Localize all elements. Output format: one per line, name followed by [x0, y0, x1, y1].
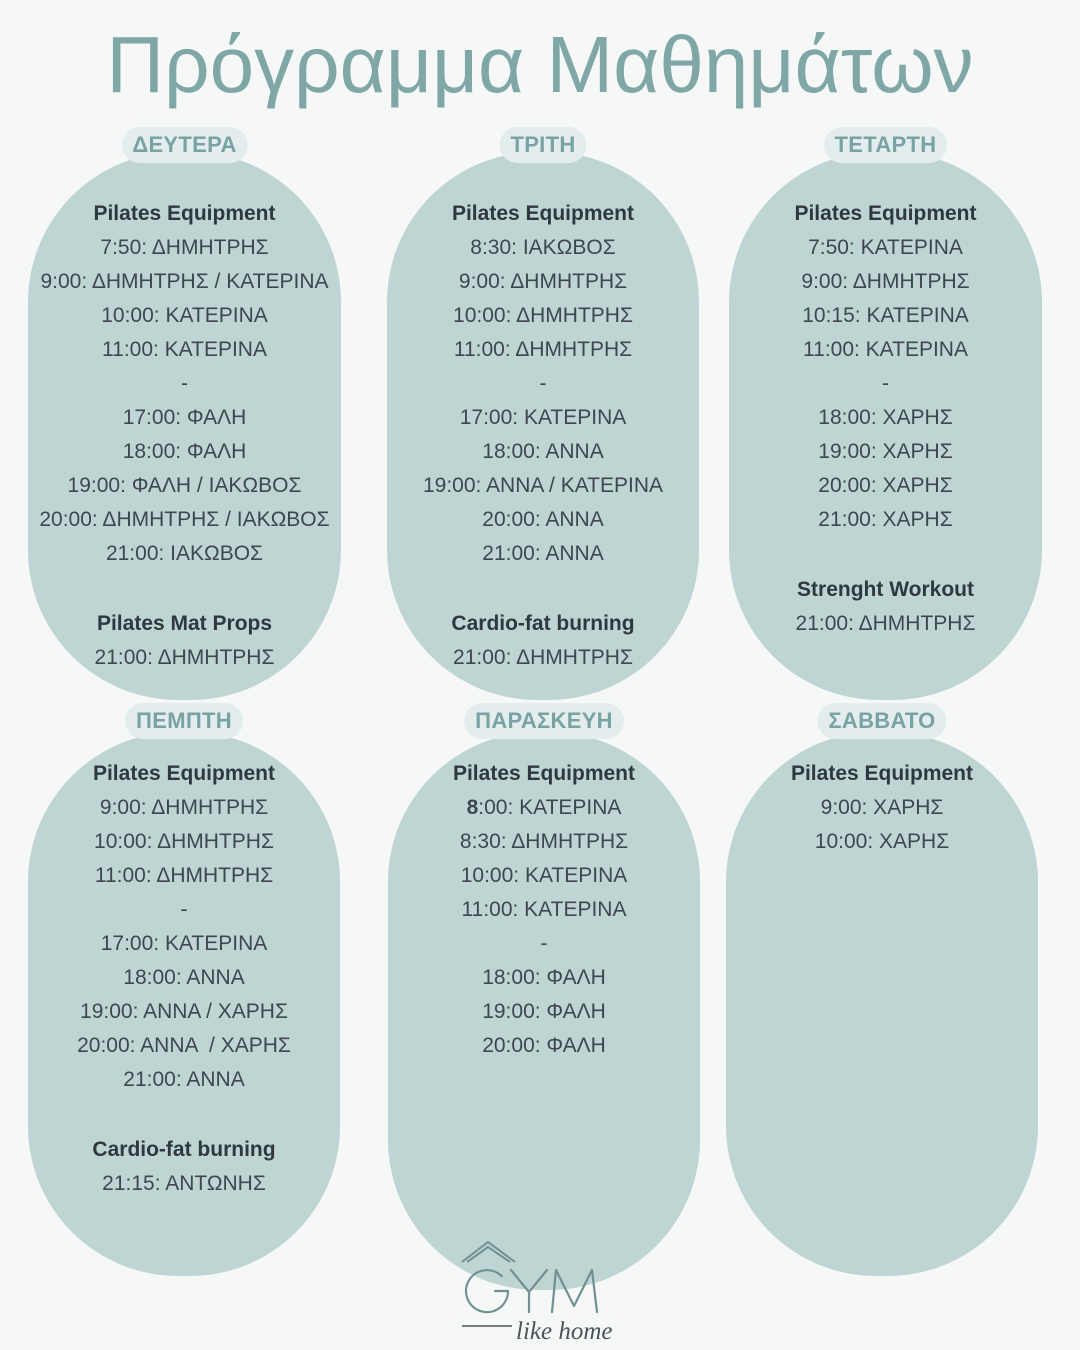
- time-slot: 20:00: ΧΑΡΗΣ: [818, 474, 953, 497]
- class-section: [28, 607, 341, 675]
- time-slot: 19:00: ΦΑΛΗ / ΙΑΚΩΒΟΣ: [67, 474, 302, 497]
- time-slot: 9:00: ΔΗΜΗΤΡΗΣ: [458, 270, 628, 293]
- time-slot: 21:00: ΧΑΡΗΣ: [818, 508, 953, 531]
- class-list: [387, 197, 699, 675]
- day-card: [28, 132, 341, 700]
- time-slot: 11:00: ΚΑΤΕΡΙΝΑ: [803, 338, 968, 361]
- class-list: [28, 197, 341, 675]
- time-slot: 10:15: ΚΑΤΕΡΙΝΑ: [802, 304, 969, 327]
- time-separator: -: [181, 372, 188, 395]
- time-slot: [388, 791, 700, 825]
- time-slot: 17:00: ΦΑΛΗ: [122, 406, 247, 429]
- class-type-heading: Pilates Equipment: [790, 762, 974, 785]
- gym-wordmark: [466, 1270, 597, 1312]
- wordmark-letter-m: [552, 1270, 597, 1312]
- day-label: ΣΑΒΒΑΤΟ: [817, 703, 946, 739]
- time-slot: 11:00: ΔΗΜΗΤΡΗΣ: [453, 338, 633, 361]
- time-slot: 21:00: ΔΗΜΗΤΡΗΣ: [795, 612, 976, 635]
- class-type-heading: Pilates Equipment: [452, 762, 636, 785]
- time-slot: 18:00: ΧΑΡΗΣ: [818, 406, 953, 429]
- time-slot-emphasis: 8: [466, 796, 479, 819]
- time-slot: 19:00: ΦΑΛΗ: [482, 1000, 606, 1023]
- day-card: [28, 708, 340, 1276]
- gym-logo: [450, 1235, 630, 1350]
- wordmark-letter-y: [511, 1270, 547, 1312]
- class-list: [388, 757, 700, 1063]
- time-slot: 7:50: ΚΑΤΕΡΙΝΑ: [808, 236, 963, 259]
- time-slot: 9:00: ΧΑΡΗΣ: [820, 796, 944, 819]
- time-slot: 9:00: ΔΗΜΗΤΡΗΣ: [99, 796, 269, 819]
- day-card: [729, 132, 1042, 700]
- time-slot-rest: :00: ΚΑΤΕΡΙΝΑ: [478, 796, 622, 819]
- time-slot: 20:00: ΑΝΝΑ / ΧΑΡΗΣ: [77, 1034, 291, 1057]
- time-separator: -: [539, 372, 547, 395]
- class-section: [28, 1133, 340, 1201]
- time-slot: 10:00: ΔΗΜΗΤΡΗΣ: [94, 830, 274, 853]
- class-type-heading: Cardio-fat burning: [92, 1138, 276, 1161]
- class-section: [387, 607, 699, 675]
- day-label: ΔΕΥΤΕΡΑ: [121, 127, 247, 163]
- day-card: [726, 708, 1038, 1276]
- time-slot: 10:00: ΚΑΤΕΡΙΝΑ: [101, 304, 268, 327]
- class-section: [729, 573, 1042, 641]
- class-type-heading: Pilates Equipment: [92, 762, 276, 785]
- time-slot: 8:30: ΔΗΜΗΤΡΗΣ: [459, 830, 629, 853]
- time-slot: 21:00: ΔΗΜΗΤΡΗΣ: [453, 646, 633, 669]
- time-slot: 19:00: ΑΝΝΑ / ΧΑΡΗΣ: [80, 1000, 288, 1023]
- time-slot: 18:00: ΦΑΛΗ: [122, 440, 247, 463]
- class-list: [726, 757, 1038, 859]
- class-type-heading: Cardio-fat burning: [451, 612, 635, 635]
- time-slot: 11:00: ΚΑΤΕΡΙΝΑ: [102, 338, 267, 361]
- time-slot: 18:00: ΦΑΛΗ: [482, 966, 606, 989]
- class-section: [388, 757, 700, 1063]
- time-slot: 9:00: ΔΗΜΗΤΡΗΣ: [801, 270, 970, 293]
- wordmark-letter-g: [466, 1270, 508, 1312]
- time-slot: 18:00: ΑΝΝΑ: [482, 440, 604, 463]
- time-slot: 20:00: ΦΑΛΗ: [482, 1034, 606, 1057]
- time-slot: 18:00: ΑΝΝΑ: [123, 966, 245, 989]
- time-slot: 8:30: ΙΑΚΩΒΟΣ: [470, 236, 616, 259]
- time-slot: 9:00: ΔΗΜΗΤΡΗΣ / ΚΑΤΕΡΙΝΑ: [40, 270, 329, 293]
- class-type-heading: Strenght Workout: [797, 578, 974, 601]
- day-card: [387, 132, 699, 700]
- time-slot: 21:15: ΑΝΤΩΝΗΣ: [102, 1172, 266, 1195]
- time-slot: 19:00: ΑΝΝΑ / ΚΑΤΕΡΙΝΑ: [422, 474, 664, 497]
- time-slot: 17:00: ΚΑΤΕΡΙΝΑ: [459, 406, 627, 429]
- house-roof-icon: [462, 1242, 515, 1262]
- time-separator: -: [180, 898, 188, 921]
- time-slot: 10:00: ΚΑΤΕΡΙΝΑ: [460, 864, 628, 887]
- time-separator: -: [540, 932, 548, 955]
- time-slot: 10:00: ΔΗΜΗΤΡΗΣ: [453, 304, 633, 327]
- day-label: ΠΑΡΑΣΚΕΥΗ: [464, 703, 624, 739]
- class-section: [387, 197, 699, 571]
- time-slot: 7:50: ΔΗΜΗΤΡΗΣ: [100, 236, 269, 259]
- page-title: Πρόγραμμα Μαθημάτων: [106, 20, 974, 109]
- logo-tagline: like home: [516, 1318, 613, 1345]
- time-slot: 21:00: ΑΝΝΑ: [123, 1068, 245, 1091]
- class-list: [729, 197, 1042, 641]
- class-type-heading: Pilates Equipment: [794, 202, 977, 225]
- time-slot: 10:00: ΧΑΡΗΣ: [814, 830, 950, 853]
- time-slot: 20:00: ΑΝΝΑ: [482, 508, 604, 531]
- day-label: ΤΡΙΤΗ: [499, 127, 586, 163]
- time-separator: -: [882, 372, 889, 395]
- class-type-heading: Pilates Equipment: [451, 202, 635, 225]
- day-label: ΤΕΤΑΡΤΗ: [824, 127, 948, 163]
- class-type-heading: Pilates Mat Props: [96, 612, 273, 635]
- time-slot: 19:00: ΧΑΡΗΣ: [818, 440, 953, 463]
- time-slot: 11:00: ΚΑΤΕΡΙΝΑ: [461, 898, 627, 921]
- time-slot: 17:00: ΚΑΤΕΡΙΝΑ: [100, 932, 268, 955]
- class-type-heading: Pilates Equipment: [93, 202, 276, 225]
- time-slot: 20:00: ΔΗΜΗΤΡΗΣ / ΙΑΚΩΒΟΣ: [39, 508, 330, 531]
- class-section: [28, 197, 341, 571]
- day-label: ΠΕΜΠΤΗ: [125, 703, 243, 739]
- time-slot: 11:00: ΔΗΜΗΤΡΗΣ: [94, 864, 274, 887]
- day-card: [388, 708, 700, 1290]
- class-section: [28, 757, 340, 1097]
- class-section: [729, 197, 1042, 537]
- class-list: [28, 757, 340, 1201]
- class-section: [726, 757, 1038, 859]
- time-slot: 21:00: ΑΝΝΑ: [482, 542, 604, 565]
- time-slot: 21:00: ΙΑΚΩΒΟΣ: [105, 542, 264, 565]
- time-slot: 21:00: ΔΗΜΗΤΡΗΣ: [94, 646, 275, 669]
